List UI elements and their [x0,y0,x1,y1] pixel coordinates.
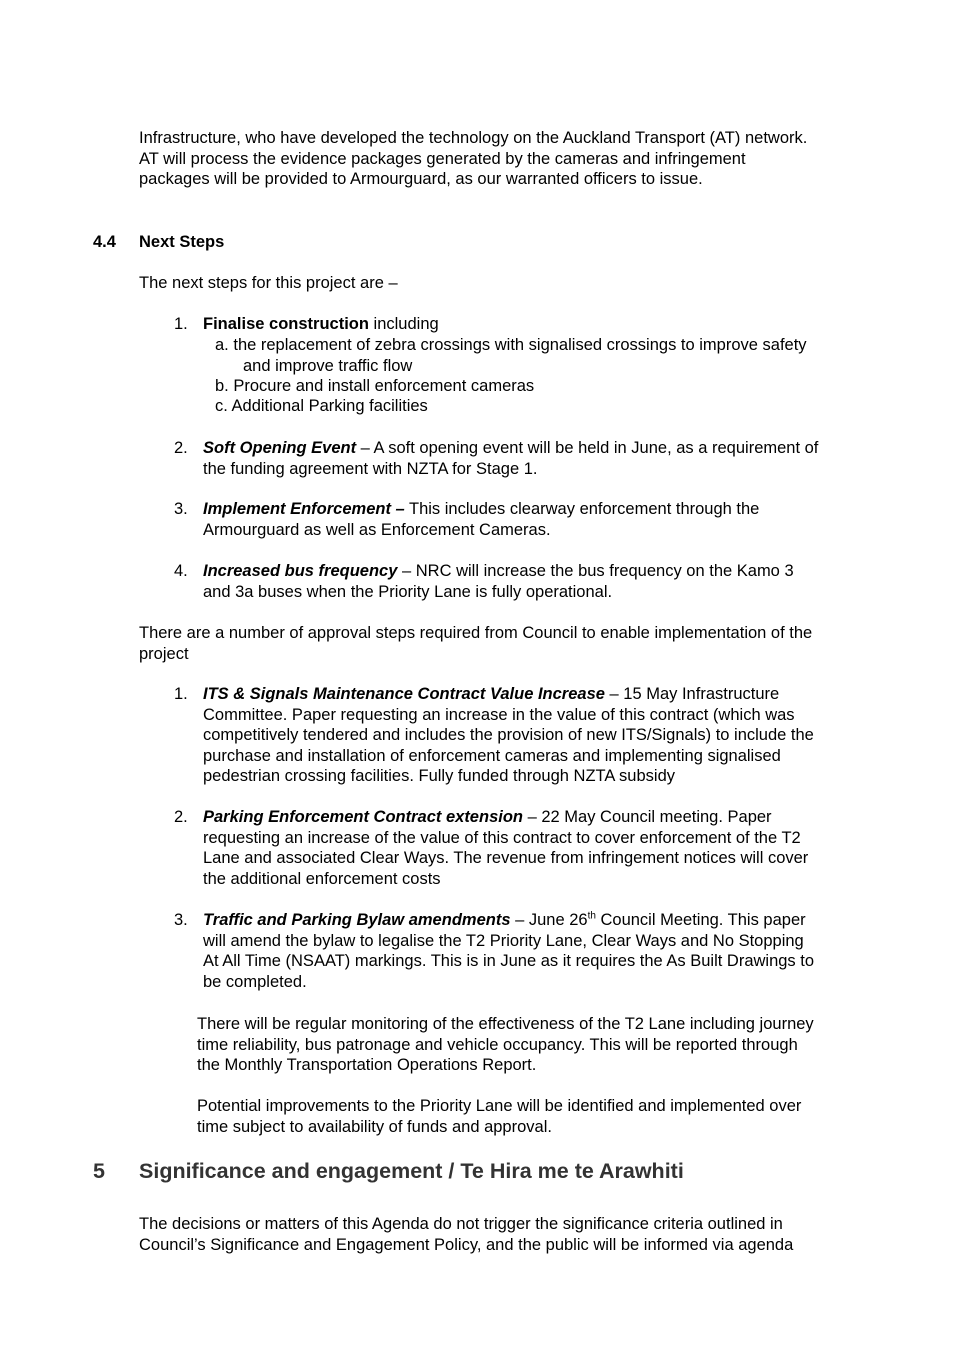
step-item [203,314,883,335]
approval-title: Parking Enforcement Contract extension [203,808,523,826]
step-item [203,561,883,602]
approval-number: 3. [174,911,188,929]
section-4-4-title: Next Steps [139,233,225,251]
approval-number: 1. [174,685,188,703]
section-5-number: 5 [93,1159,105,1183]
approval-text: – 22 May Council meeting. Paper [523,808,772,826]
step-text: – A soft opening event will be held in June, as a requirement of [356,439,819,457]
approval-text: the additional enforcement costs [203,869,441,888]
monitoring-line: time reliability, bus patronage and vehicle occupancy. This will be reported through [197,1035,798,1054]
approval-item [203,910,883,992]
step-number: 1. [174,315,188,333]
approval-text: Committee. Paper requesting an increase in the value of this contract (which was [203,705,795,724]
sub-item-letter: a. [215,336,229,354]
sub-item [215,396,875,417]
step-text: and 3a buses when the Priority Lane is fully operational. [203,582,613,601]
intro-paragraph [139,128,879,190]
sub-item-letter: c. [215,397,228,415]
monitoring-paragraph [197,1014,887,1076]
step-item [203,438,883,479]
approval-text: competitively tendered and includes the provision of new ITS/Signals) to include the [203,726,814,745]
section-4-4-number: 4.4 [93,233,116,251]
sub-item-text: the replacement of zebra crossings with signalised crossings to improve safety [233,336,807,354]
sub-item [215,376,875,397]
approval-text: – June 26 [510,911,588,929]
section-5-title: Significance and engagement / Te Hira me te Arawhiti [139,1159,684,1183]
approval-text: Lane and associated Clear Ways. The revenue from infringement notices will cover [203,849,809,868]
ordinal-suffix: th [587,910,596,922]
step-title: Increased bus frequency [203,562,398,580]
sub-item-text: and improve traffic flow [243,356,413,375]
monitoring-line: There will be regular monitoring of the effectiveness of the T2 Lane including journey [197,1015,814,1033]
approval-text: requesting an increase of the value of this contract to cover enforcement of the T2 [203,828,801,847]
approval-text: Council Meeting. This paper [595,911,806,929]
approval-number: 2. [174,808,188,826]
approval-text: – 15 May Infrastructure [604,685,780,703]
approval-title: ITS & Signals Maintenance Contract Value Increase [203,685,605,703]
step-item [203,499,883,540]
step-text: the funding agreement with NZTA for Stage 1. [203,459,538,478]
approval-item [203,807,883,889]
approval-text: purchase and installation of enforcement cameras and implementing signalised [203,746,781,765]
sub-item [215,335,875,376]
approval-text: pedestrian crossing facilities. Fully funded through NZTA subsidy [203,767,676,786]
step-title: Implement Enforcement – [203,500,405,518]
step-number: 3. [174,500,188,518]
section-5-body [139,1214,879,1255]
approval-lead-line: project [139,644,189,663]
next-steps-lead: The next steps for this project are – [139,274,398,292]
monitoring-line: the Monthly Transportation Operations Report. [197,1056,537,1075]
approval-item [203,684,883,787]
sub-item-letter: b. [215,377,229,395]
approval-text: will amend the bylaw to legalise the T2 Priority Lane, Clear Ways and No Stopping [203,931,804,950]
intro-line: Infrastructure, who have developed the technology on the Auckland Transport (AT) network. [139,129,808,147]
approval-text: At All Time (NSAAT) markings. This is in June as it requires the As Built Drawings to [203,952,815,971]
approval-title: Traffic and Parking Bylaw amendments [203,911,511,929]
sub-item-text: Procure and install enforcement cameras [233,377,535,395]
intro-line: AT will process the evidence packages generated by the cameras and infringement [139,149,746,168]
intro-line: packages will be provided to Armourguard, as our warranted officers to issue. [139,170,703,189]
improvements-paragraph [197,1096,887,1137]
step-text: Armourguard as well as Enforcement Cameras. [203,520,551,539]
step-number: 2. [174,439,188,457]
approval-text: be completed. [203,972,307,991]
section-5-line: Council’s Significance and Engagement Policy, and the public will be informed via agenda [139,1235,794,1254]
approval-lead [139,623,879,664]
section-5-line: The decisions or matters of this Agenda do not trigger the significance criteria outlined in [139,1215,783,1233]
sub-item-text: Additional Parking facilities [231,397,428,415]
improvements-line: Potential improvements to the Priority Lane will be identified and implemented over [197,1097,802,1115]
step-text: This includes clearway enforcement through the [404,500,760,518]
step-title: Finalise construction [203,315,369,333]
step-number: 4. [174,562,188,580]
approval-lead-line: There are a number of approval steps required from Council to enable implementation of the [139,624,813,642]
step-text: including [368,315,439,333]
step-title: Soft Opening Event [203,439,357,457]
improvements-line: time subject to availability of funds and approval. [197,1117,552,1136]
step-text: – NRC will increase the bus frequency on the Kamo 3 [397,562,794,580]
